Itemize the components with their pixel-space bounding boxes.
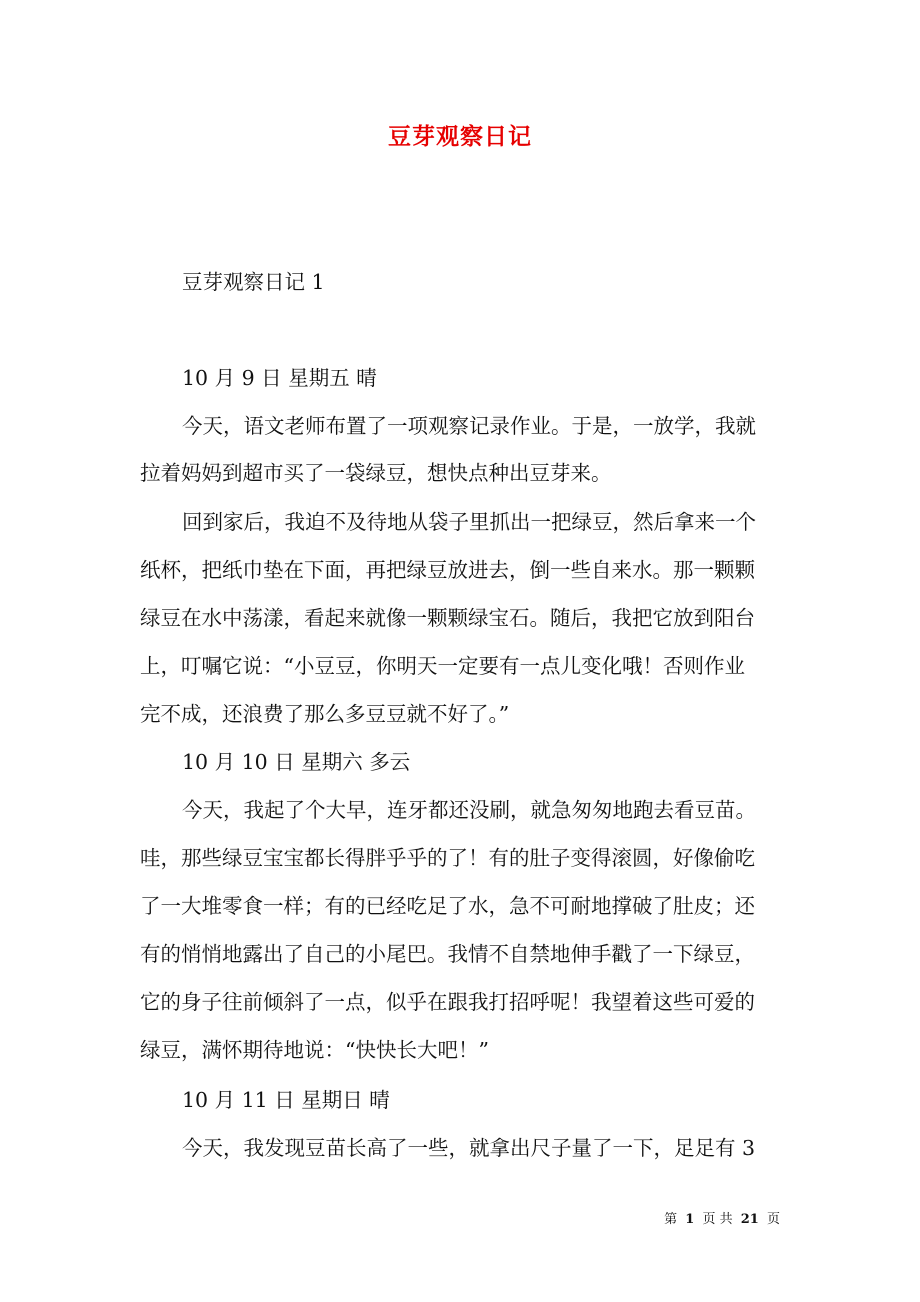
paragraph-line: 完不成，还浪费了那么多豆豆就不好了。” bbox=[140, 702, 510, 726]
diary-date-heading: 10 月 9 日 星期五 晴 bbox=[182, 366, 377, 390]
paragraph-line: 拉着妈妈到超市买了一袋绿豆，想快点种出豆芽来。 bbox=[140, 461, 612, 485]
footer-suffix: 页 bbox=[766, 1212, 780, 1227]
paragraph-line: 有的悄悄地露出了自己的小尾巴。我情不自禁地伸手戳了一下绿豆， bbox=[140, 942, 755, 966]
paragraph-line: 纸杯，把纸巾垫在下面，再把绿豆放进去，倒一些自来水。那一颗颗 bbox=[140, 558, 755, 582]
footer-prefix: 第 bbox=[664, 1212, 678, 1227]
page-number-footer bbox=[664, 1208, 780, 1227]
paragraph-line: 了一大堆零食一样；有的已经吃足了水，急不可耐地撑破了肚皮；还 bbox=[140, 894, 755, 918]
paragraph-line: 绿豆，满怀期待地说：“快快长大吧！” bbox=[140, 1038, 489, 1062]
paragraph-line: 回到家后，我迫不及待地从袋子里抓出一把绿豆，然后拿来一个 bbox=[182, 510, 756, 534]
paragraph-line: 哇，那些绿豆宝宝都长得胖乎乎的了！有的肚子变得滚圆，好像偷吃 bbox=[140, 846, 755, 870]
paragraph-line: 今天，我起了个大早，连牙都还没刷，就急匆匆地跑去看豆苗。 bbox=[182, 798, 756, 822]
diary-date-heading: 10 月 11 日 星期日 晴 bbox=[182, 1088, 390, 1112]
paragraph-line: 它的身子往前倾斜了一点，似乎在跟我打招呼呢！我望着这些可爱的 bbox=[140, 990, 755, 1014]
footer-middle: 页 共 bbox=[702, 1212, 733, 1227]
footer-total-pages: 21 bbox=[740, 1212, 759, 1227]
paragraph-line: 绿豆在水中荡漾，看起来就像一颗颗绿宝石。随后，我把它放到阳台 bbox=[140, 606, 755, 630]
paragraph-line: 今天，语文老师布置了一项观察记录作业。于是，一放学，我就 bbox=[182, 414, 756, 438]
paragraph-line: 今天，我发现豆苗长高了一些，就拿出尺子量了一下，足足有 3 bbox=[182, 1136, 756, 1160]
diary-date-heading: 10 月 10 日 星期六 多云 bbox=[182, 750, 411, 774]
section-heading: 豆芽观察日记 1 bbox=[182, 270, 325, 294]
document-title: 豆芽观察日记 bbox=[388, 123, 532, 150]
paragraph-line: 上，叮嘱它说：“小豆豆，你明天一定要有一点儿变化哦！否则作业 bbox=[140, 654, 745, 678]
footer-current-page: 1 bbox=[685, 1212, 695, 1227]
